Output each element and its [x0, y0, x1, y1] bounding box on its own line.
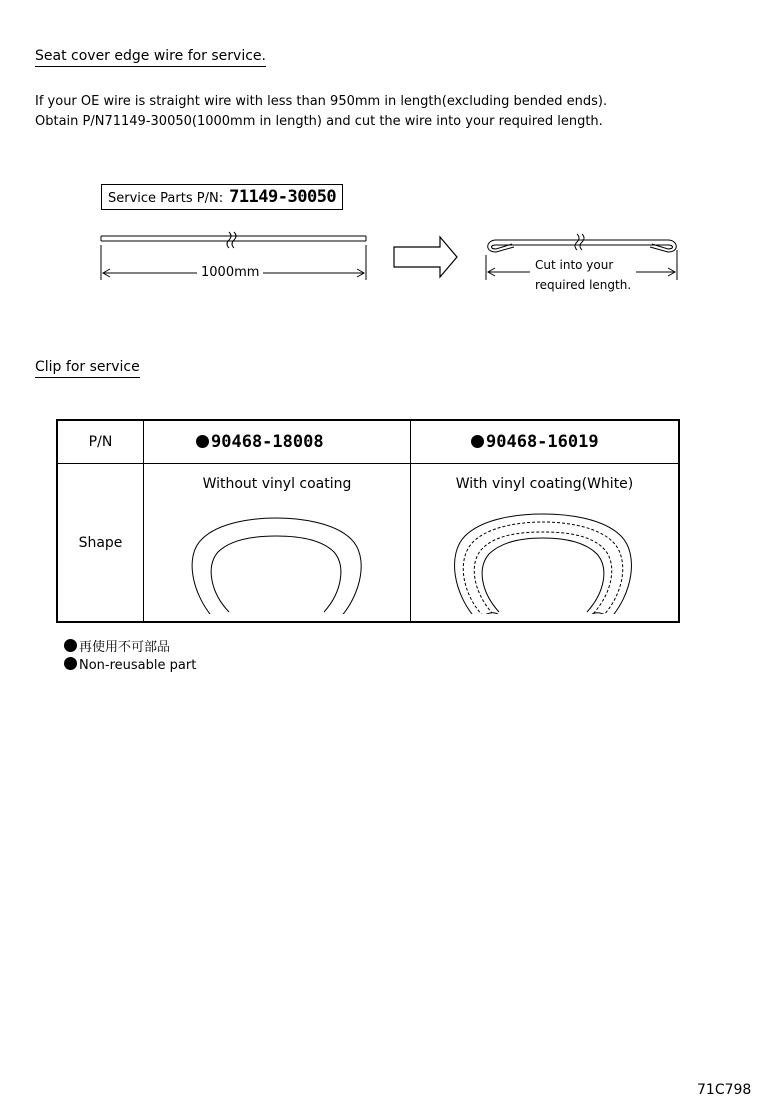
clip-table [56, 419, 680, 623]
legend-japanese [64, 636, 170, 655]
pn-header: P/N [57, 420, 144, 464]
figure-code: 71C798 [697, 1082, 752, 1098]
shape-cell-1 [144, 464, 411, 623]
legend-english-text: Non-reusable part [79, 658, 197, 673]
non-reusable-dot-icon [64, 639, 77, 652]
service-part-label: Service Parts P/N: [108, 191, 224, 206]
straight-wire [101, 232, 366, 248]
clip-end-right [321, 612, 343, 614]
wire-diagram [0, 0, 760, 330]
legend-japanese-text: 再使用不可部品 [79, 640, 171, 655]
pn-row [57, 420, 679, 464]
clip-end-right [586, 610, 613, 614]
clip-coated-drawing [411, 494, 678, 614]
non-reusable-dot-icon [471, 435, 484, 448]
non-reusable-dot-icon [196, 435, 209, 448]
shape-row [57, 464, 679, 623]
legend-english [64, 657, 196, 673]
wire-instruction-line-1: If your OE wire is straight wire with less than 950mm in length(excluding bended ends). [35, 94, 608, 109]
cut-wire [488, 234, 677, 252]
part-number-2: 90468-16019 [486, 432, 599, 452]
cut-label-line-2: required length. [535, 275, 631, 295]
wire-instruction-line-2: Obtain P/N71149-30050(1000mm in length) and cut the wire into your required length. [35, 114, 603, 129]
length-label: 1000mm [197, 265, 263, 280]
clip-description-1: Without vinyl coating [202, 476, 352, 492]
clip-description-2: With vinyl coating(White) [455, 476, 634, 492]
service-part-number: 71149-30050 [229, 187, 337, 207]
part-number-1: 90468-18008 [211, 432, 324, 452]
shape-cell-2 [411, 464, 680, 623]
clip-heading: Clip for service [35, 359, 140, 378]
right-arrow-icon [394, 237, 457, 277]
wire-heading: Seat cover edge wire for service. [35, 48, 266, 67]
clip-uncoated-drawing [144, 494, 410, 614]
cut-label-line-1: Cut into your [535, 255, 613, 275]
pn-cell-1 [144, 420, 411, 464]
pn-cell-2 [411, 420, 680, 464]
non-reusable-dot-icon [64, 657, 77, 670]
clip-end-left [211, 612, 233, 614]
shape-header: Shape [57, 464, 144, 623]
